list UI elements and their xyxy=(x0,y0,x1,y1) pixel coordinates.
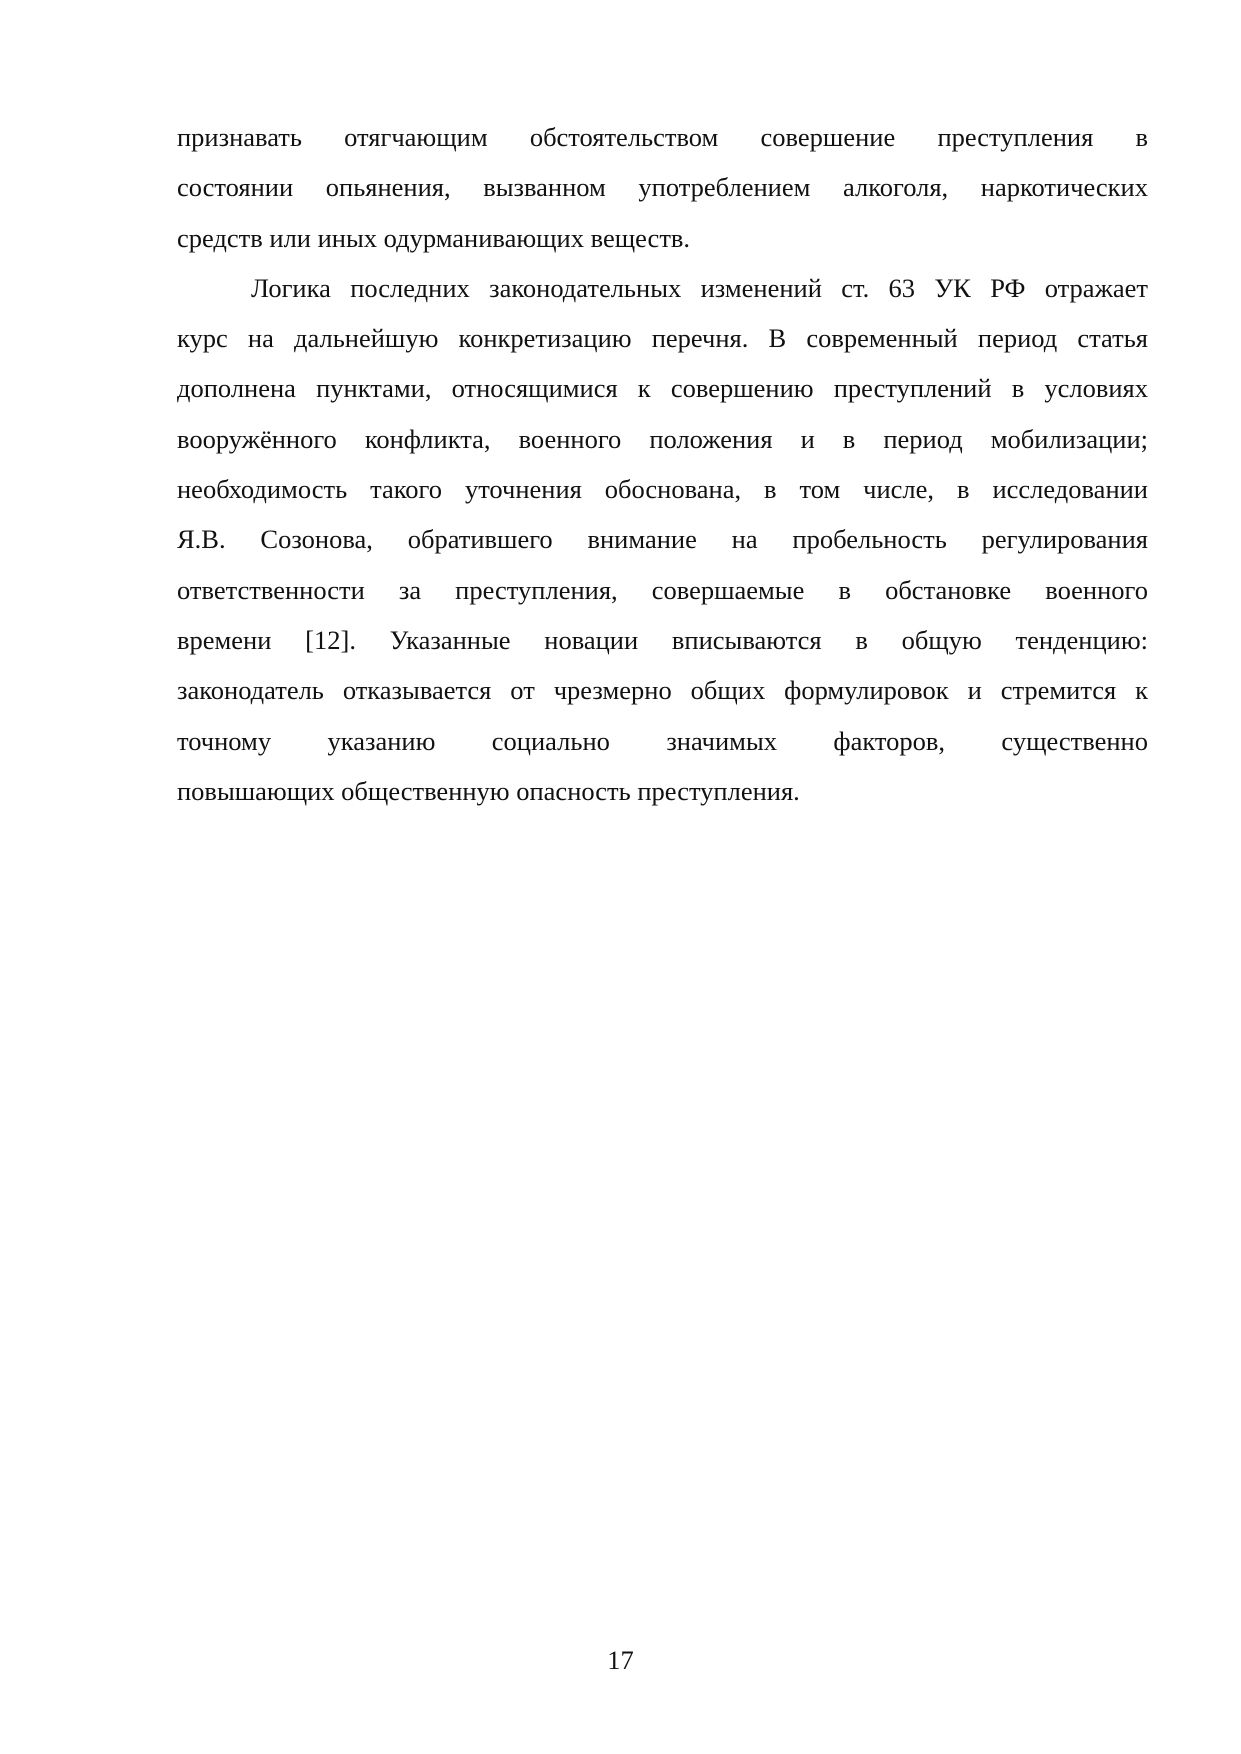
text-line: точному указанию социально значимых факторов, существенно xyxy=(177,725,1148,756)
text-line: ответственности за преступления, совершаемые в обстановке военного xyxy=(177,574,1148,605)
text-line: состоянии опьянения, вызванном употреблением алкоголя, наркотических xyxy=(177,172,1148,203)
text-line: курс на дальнейшую конкретизацию перечня. В современный период статья xyxy=(177,323,1148,354)
body-text xyxy=(177,112,1148,816)
text-line: вооружённого конфликта, военного положения и в период мобилизации; xyxy=(177,423,1148,454)
text-line: средств или иных одурманивающих веществ. xyxy=(177,222,691,253)
text-line: дополнена пунктами, относящимися к совершению преступлений в условиях xyxy=(177,373,1148,404)
paragraph-2 xyxy=(177,263,1148,816)
text-line: времени [12]. Указанные новации вписываются в общую тенденцию: xyxy=(177,624,1148,655)
text-line: повышающих общественную опасность преступления. xyxy=(177,775,800,806)
paragraph-1 xyxy=(177,112,1148,263)
text-line: Я.В. Созонова, обратившего внимание на пробельность регулирования xyxy=(177,524,1148,555)
text-line: Логика последних законодательных изменений ст. 63 УК РФ отражает xyxy=(251,272,1148,303)
text-line: признавать отягчающим обстоятельством совершение преступления в xyxy=(177,122,1148,152)
page-number: 17 xyxy=(607,1645,634,1675)
text-line: законодатель отказывается от чрезмерно общих формулировок и стремится к xyxy=(177,675,1148,706)
text-line: необходимость такого уточнения обоснована, в том числе, в исследовании xyxy=(177,474,1148,505)
